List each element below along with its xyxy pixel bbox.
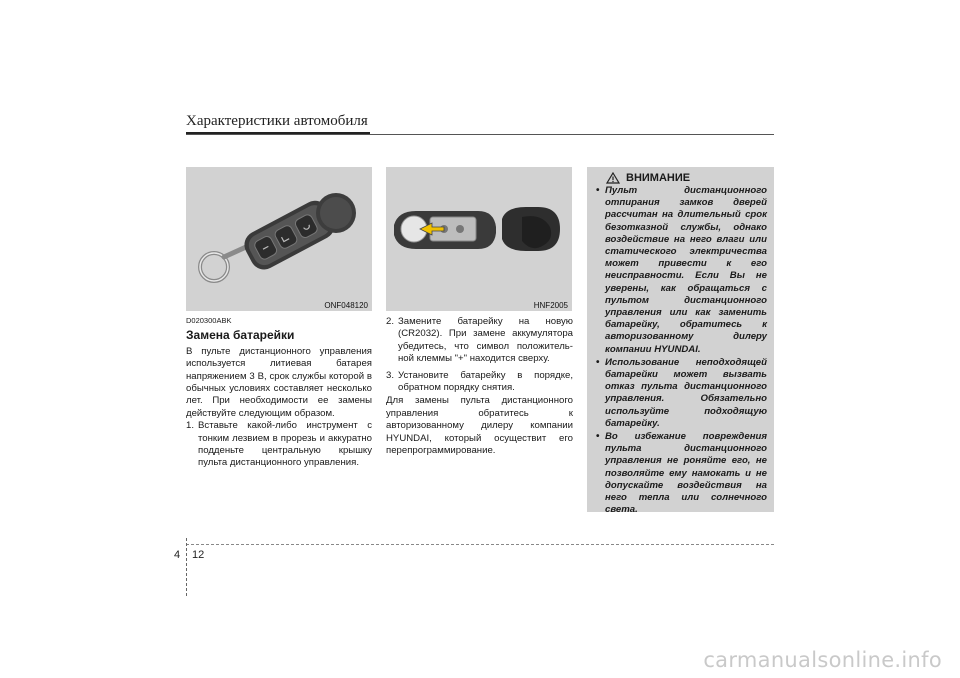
step-1 xyxy=(186,420,372,470)
warning-item-text: Пульт дистанционного отпирания замков дверей рассчитан на длительный срок безотказной службы, однако воздействие на него влаги или статического электричества может привести к его неисправности. Если Вы не уверены, как обращаться с пультом дистанционного управления или как заменить батарейку, обратитесь к авторизованному дилеру компании HYUNDAI. xyxy=(605,185,767,355)
page-header-title: Характеристики автомобиля xyxy=(186,113,368,129)
page-number: 12 xyxy=(192,549,205,561)
warning-header xyxy=(606,172,767,184)
figure-label-left: ONF048120 xyxy=(324,301,368,310)
warning-item xyxy=(596,185,767,356)
step-2 xyxy=(386,316,573,366)
warning-bullet: • xyxy=(596,431,600,443)
warning-bullet: • xyxy=(596,185,600,196)
warning-box xyxy=(587,167,774,516)
warning-item xyxy=(596,357,767,430)
open-fob-photo xyxy=(386,167,572,311)
step-1-text: Вставьте какой-либо инструмент с тонким лезвием в прорезь и аккуратно подденьте центральную крышку пульта дистанционного управления. xyxy=(198,420,372,469)
key-fob-illustration xyxy=(186,167,372,311)
section-title: Замена батарейки xyxy=(186,328,295,343)
step-2-text: Замените батарейку на новую (CR2032). При замене аккумулятора убедитесь, что символ положитель-ной клеммы "+" находится сверху. xyxy=(398,316,573,365)
warning-item-text: Использование неподходящей батарейки может вызвать отказ пульта дистанционного управления. Обязательно используйте подходящую батарейку. xyxy=(605,356,767,429)
key-fob-photo xyxy=(186,167,372,311)
warning-item xyxy=(596,431,767,516)
warning-bullet: • xyxy=(596,356,600,368)
footer-divider xyxy=(186,538,187,596)
chapter-number: 4 xyxy=(174,549,181,561)
watermark: carmanualsonline.info xyxy=(703,648,942,672)
warning-title: ВНИМАНИЕ xyxy=(626,172,691,184)
warning-item-text: Во избежание повреждения пульта дистанционного управления не роняйте его, не позволяйте ему намокать и не допускайте воздействия на него тепла или солнечного света. xyxy=(605,431,767,516)
open-fob-illustration xyxy=(386,167,572,311)
left-text-column xyxy=(186,315,372,470)
step-3 xyxy=(386,370,573,395)
step-3-number: 3. xyxy=(386,369,395,381)
middle-text-column xyxy=(386,316,573,457)
footer-rule xyxy=(186,544,774,545)
section-code: D020300ABK xyxy=(186,316,232,325)
step-1-number: 1. xyxy=(186,420,195,432)
header-rule-thin xyxy=(186,134,774,135)
figure-label-middle: HNF2005 xyxy=(533,301,568,310)
step-3-text: Установите батарейку в порядке, обратном порядку снятия. xyxy=(398,369,573,394)
warning-triangle-icon xyxy=(606,172,620,184)
dealer-note: Для замены пульта дистанционного управления обратитесь к авторизованному дилеру компании HYUNDAI, который осуществит его перепрограммирование. xyxy=(386,395,573,457)
intro-paragraph: В пульте дистанционного управления используется литиевая батарея напряжением 3 В, срок службы которой в обычных условиях составляет несколько лет. При необходимости ее замены действуйте следующим образом. xyxy=(186,345,372,419)
step-2-number: 2. xyxy=(386,316,395,327)
